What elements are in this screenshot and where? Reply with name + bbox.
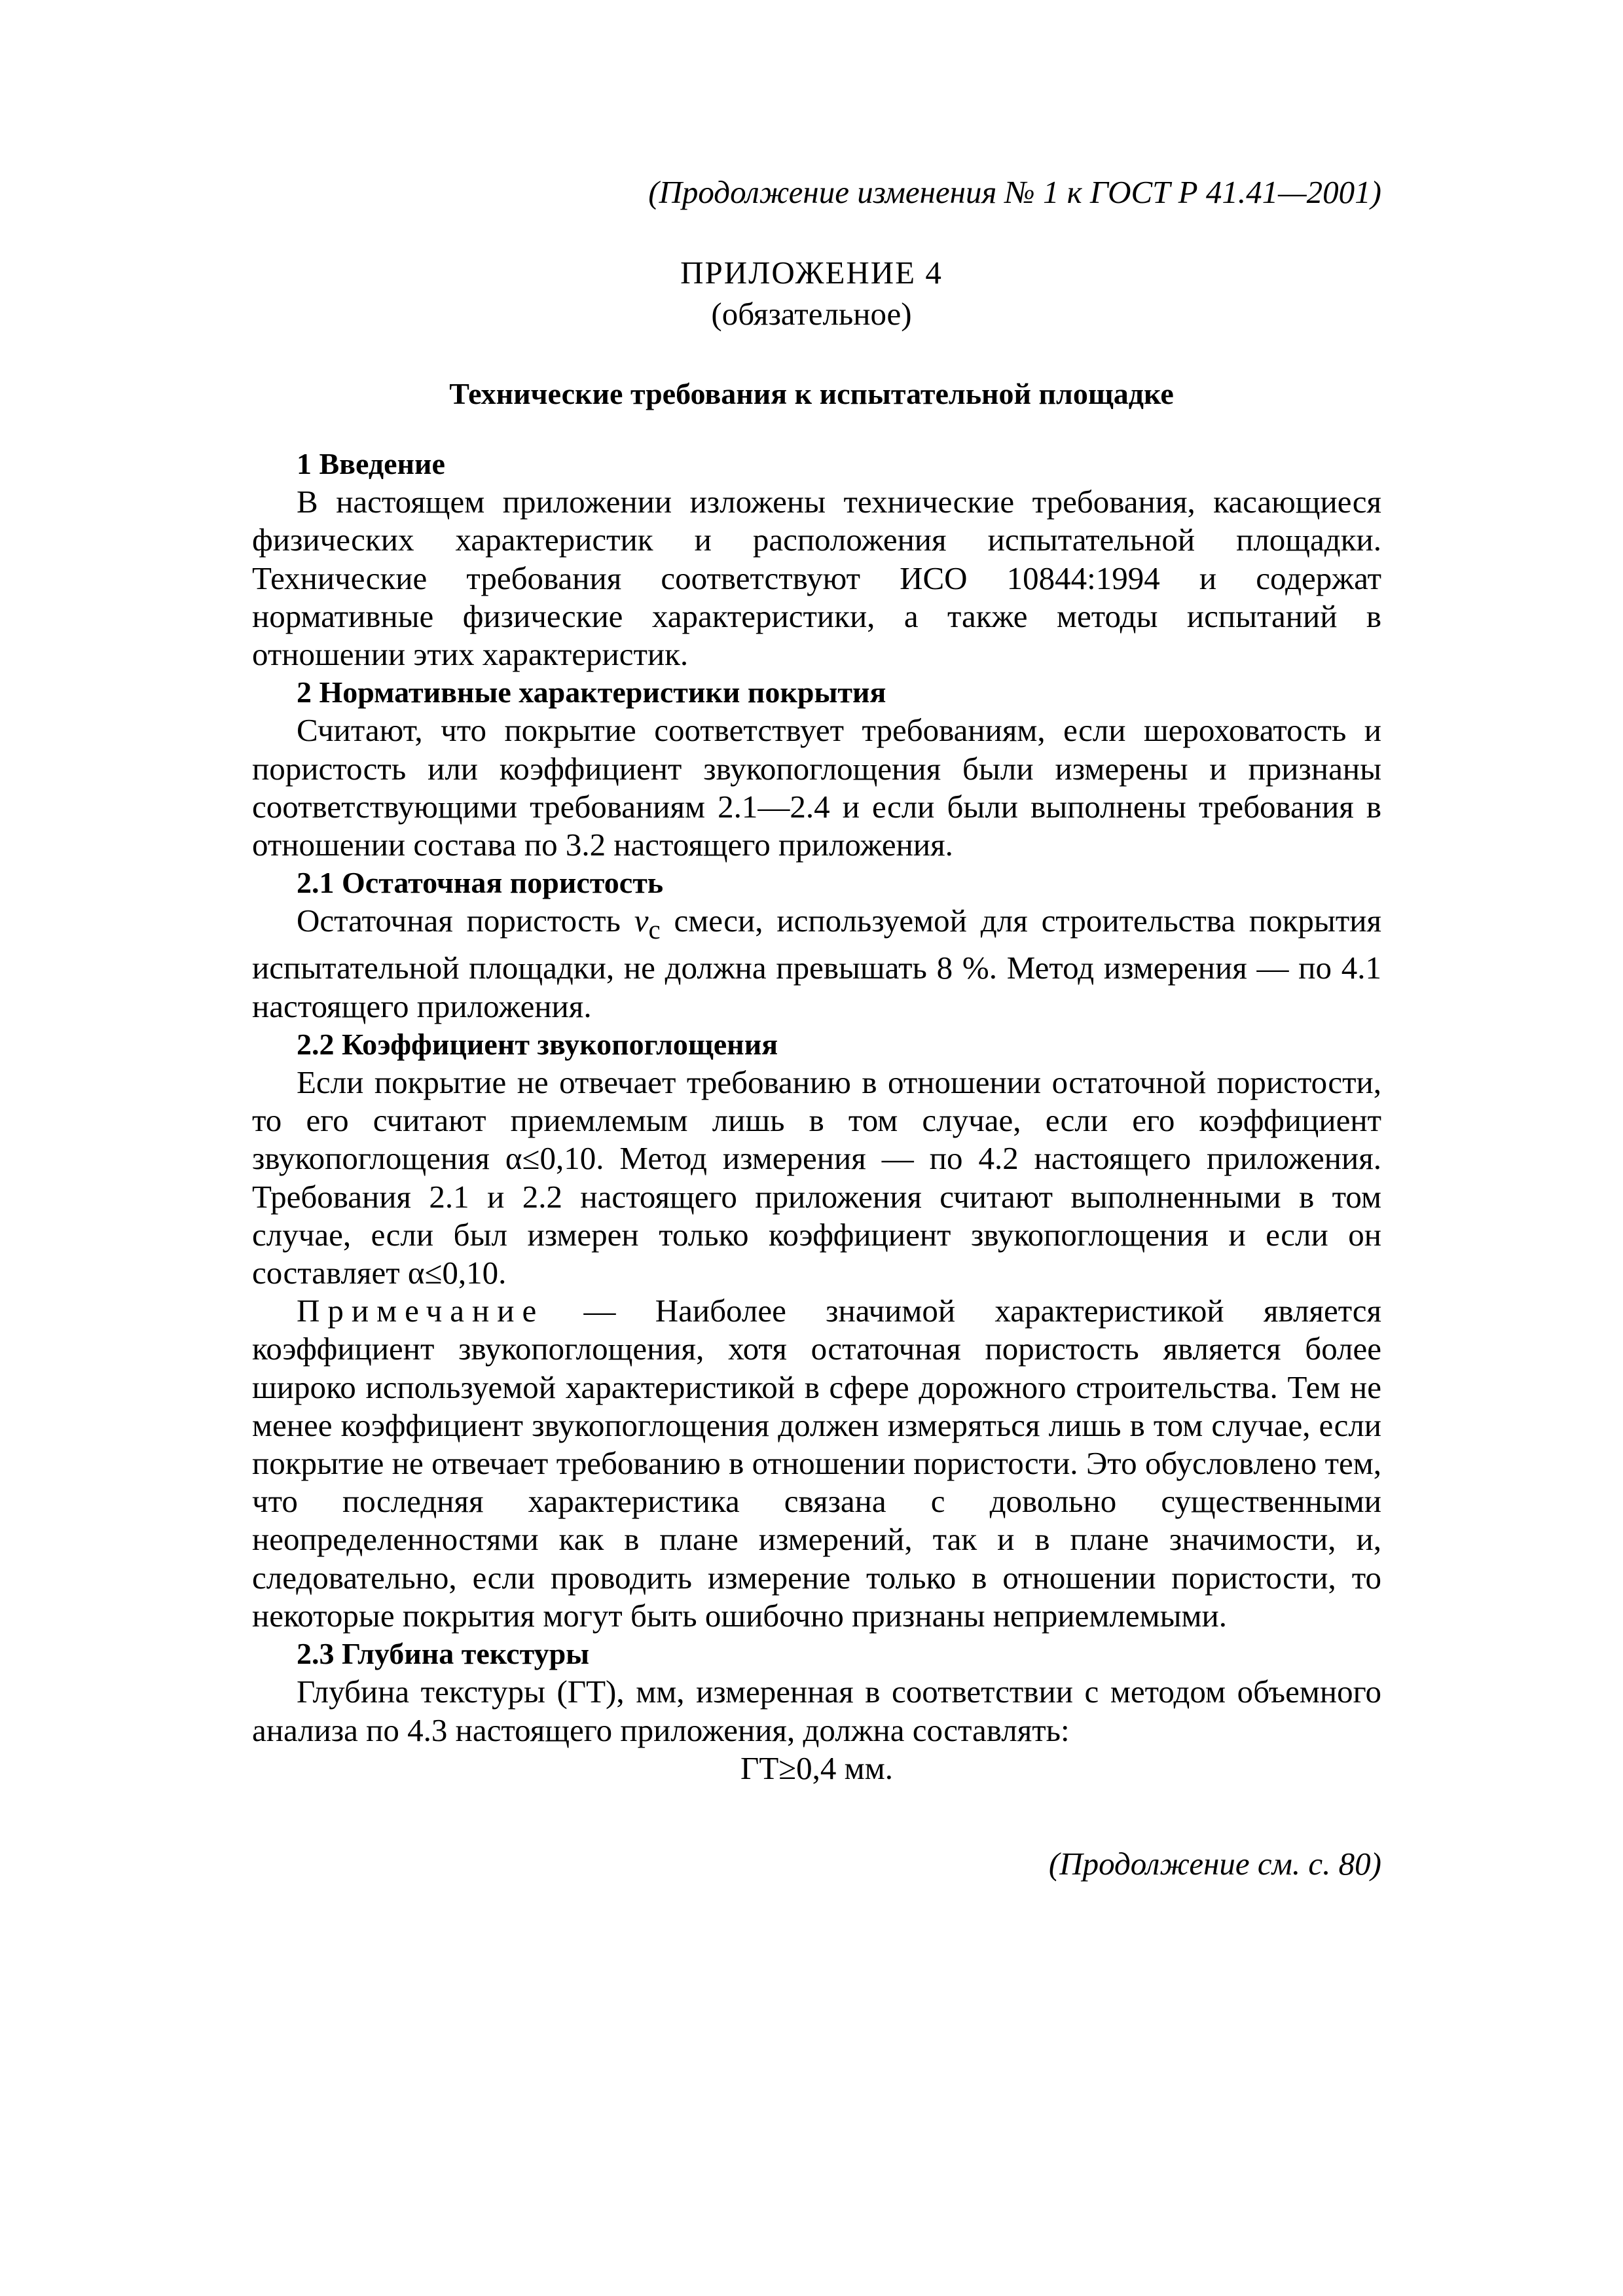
texture-depth-formula: ГТ≥0,4 мм. <box>740 1749 893 1786</box>
appendix-title: ПРИЛОЖЕНИЕ 4 <box>680 255 943 291</box>
note-text: — Наиболее значимой характеристикой является коэффициент звукопоглощения, хотя остаточная пористость является более широко используемой характеристикой в сфере дорожного строительства. Тем не менее коэффициент звукопоглощения должен измеряться лишь в том случае, если покрытие не отвечает требованию в отношении пористости. Это обусловлено тем, что последняя характеристика связана с довольно существенными неопределенностями как в плане измерений, так и в плане значимости, и, следовательно, если проводить измерение только в отношении пористости, то некоторые покрытия могут быть ошибочно признаны неприемлемыми. <box>252 1293 1381 1634</box>
section-2-3-heading: 2.3 Глубина текстуры <box>297 1637 590 1671</box>
section-2-1-text-end: смеси, используемой для строительства покрытия испытательной площадки, не должна превышать 8 %. Метод измерения — по 4.1 настоящего приложения. <box>252 903 1381 1024</box>
section-2-paragraph: Считают, что покрытие соответствует требованиям, если шероховатость и пористость или коэффициент звукопоглощения были измерены и признаны соответствующими требованиям 2.1—2.4 и если были выполнены требования в отношении состава по 3.2 настоящего приложения. <box>252 712 1381 863</box>
porosity-subscript: c <box>648 915 661 945</box>
section-2-1-text-start: Остаточная пористость <box>297 903 634 939</box>
section-2-2-note <box>252 1292 1381 1635</box>
section-2-1-heading: 2.1 Остаточная пористость <box>297 866 664 900</box>
section-2-3-paragraph: Глубина текстуры (ГТ), мм, измеренная в соответствии с методом объемного анализа по 4.3 настоящего приложения, должна составлять: <box>252 1674 1381 1748</box>
section-2-2-heading: 2.2 Коэффициент звукопоглощения <box>297 1027 778 1061</box>
section-1-paragraph: В настоящем приложении изложены технические требования, касающиеся физических характеристик и расположения испытательной площадки. Технические требования соответствуют ИСО 10844:1994 и содержат нормативные физические характеристики, а также методы испытаний в отношении этих характеристик. <box>252 484 1381 673</box>
section-2-heading: 2 Нормативные характеристики покрытия <box>297 675 886 709</box>
note-label: Примечание <box>297 1293 545 1329</box>
footer-continuation-note: (Продолжение см. с. 80) <box>1048 1846 1381 1882</box>
porosity-symbol: v <box>634 903 649 939</box>
section-2-2-paragraph: Если покрытие не отвечает требованию в отношении остаточной пористости, то его считают приемлемым лишь в том случае, если его коэффициент звукопоглощения α≤0,10. Метод измерения — по 4.2 настоящего приложения. Требования 2.1 и 2.2 настоящего приложения считают выполненными в том случае, если был измерен только коэффициент звукопоглощения и если он составляет α≤0,10. <box>252 1064 1381 1291</box>
appendix-status: (обязательное) <box>711 296 912 332</box>
header-continuation-note: (Продолжение изменения № 1 к ГОСТ Р 41.41—2001) <box>648 174 1381 210</box>
document-title: Технические требования к испытательной площадке <box>449 377 1174 410</box>
document-body <box>252 445 1381 1787</box>
section-2-1-paragraph <box>252 902 1381 1025</box>
section-1-heading: 1 Введение <box>297 447 445 480</box>
